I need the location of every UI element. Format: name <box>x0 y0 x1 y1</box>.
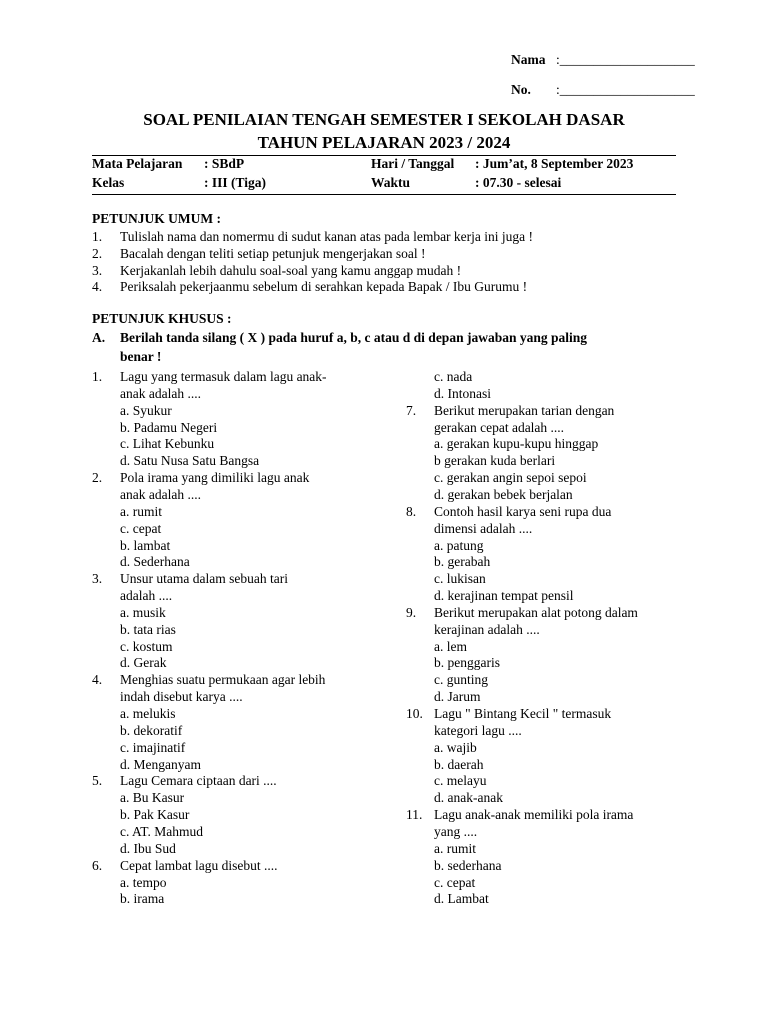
kelas-value: : III (Tiga) <box>204 175 267 190</box>
answer-option[interactable]: d. anak-anak <box>434 790 503 806</box>
section-instruction-cont: benar ! <box>120 349 162 364</box>
answer-option[interactable]: b. dekoratif <box>120 722 183 738</box>
petunjuk-khusus-heading: PETUNJUK KHUSUS : <box>92 311 232 326</box>
mapel-label: Mata Pelajaran <box>92 156 183 171</box>
answer-option[interactable]: b. Pak Kasur <box>120 807 190 823</box>
question-text: Berikut merupakan alat potong dalam <box>434 604 638 620</box>
question-text: Cepat lambat lagu disebut .... <box>120 857 278 873</box>
kelas-label: Kelas <box>92 175 125 190</box>
question-text: Menghias suatu permukaan agar lebih <box>120 672 326 688</box>
waktu-value: : 07.30 - selesai <box>475 175 562 190</box>
question-text: Unsur utama dalam sebuah tari <box>120 571 288 587</box>
question-number: 4. <box>92 672 103 688</box>
hari-label: Hari / Tanggal <box>371 156 455 171</box>
question-number: 5. <box>92 773 103 789</box>
question-text: anak adalah .... <box>120 486 201 502</box>
section-instruction: Berilah tanda silang ( X ) pada huruf a, b, c atau d di depan jawaban yang paling <box>120 330 587 345</box>
section-letter: A. <box>92 330 106 345</box>
answer-option[interactable]: d. Intonasi <box>434 385 491 401</box>
answer-option[interactable]: a. patung <box>434 537 484 553</box>
answer-option[interactable]: c. cepat <box>120 520 162 536</box>
petunjuk-umum-number: 1. <box>92 229 103 244</box>
answer-option[interactable]: d. Gerak <box>120 655 167 671</box>
answer-option[interactable]: d. Ibu Sud <box>120 840 176 856</box>
answer-option[interactable]: d. Satu Nusa Satu Bangsa <box>120 453 260 469</box>
answer-option[interactable]: a. gerakan kupu-kupu hinggap <box>434 436 599 452</box>
question-number: 1. <box>92 369 103 384</box>
question-number: 8. <box>406 503 417 519</box>
petunjuk-umum-heading: PETUNJUK UMUM : <box>92 211 221 226</box>
page-subtitle: TAHUN PELAJARAN 2023 / 2024 <box>257 133 511 152</box>
answer-option[interactable]: d. Lambat <box>434 891 489 907</box>
waktu-label: Waktu <box>371 175 411 190</box>
answer-option[interactable]: b. gerabah <box>434 554 491 570</box>
petunjuk-umum-item: Bacalah dengan teliti setiap petunjuk mengerjakan soal ! <box>120 246 426 261</box>
nama-field[interactable]: :____________________ <box>556 52 695 67</box>
answer-option[interactable]: c. imajinatif <box>120 739 186 755</box>
answer-option[interactable]: c. lukisan <box>434 571 486 587</box>
no-label: No. <box>511 82 531 97</box>
question-text: adalah .... <box>120 588 173 604</box>
answer-option[interactable]: b. irama <box>120 891 165 907</box>
answer-option[interactable]: a. wajib <box>434 739 477 755</box>
question-text: dimensi adalah .... <box>434 520 533 536</box>
answer-option[interactable]: b. Padamu Negeri <box>120 419 218 435</box>
question-text: Lagu anak-anak memiliki pola irama <box>434 807 634 823</box>
answer-option[interactable]: b. penggaris <box>434 655 500 671</box>
answer-option[interactable]: c. kostum <box>120 638 173 654</box>
question-text: kerajinan adalah .... <box>434 621 540 637</box>
petunjuk-umum-number: 2. <box>92 246 103 261</box>
hari-value: : Jum’at, 8 September 2023 <box>475 156 634 171</box>
question-number: 10. <box>406 706 423 721</box>
answer-option[interactable]: a. Syukur <box>120 402 172 418</box>
answer-option[interactable]: c. Lihat Kebunku <box>120 436 215 452</box>
answer-option[interactable]: a. musik <box>120 604 166 620</box>
answer-option[interactable]: c. AT. Mahmud <box>120 823 203 839</box>
question-text: Lagu yang termasuk dalam lagu anak- <box>120 369 327 384</box>
answer-option[interactable]: d. kerajinan tempat pensil <box>434 588 574 604</box>
answer-option[interactable]: d. Sederhana <box>120 554 190 570</box>
answer-option[interactable]: d. Menganyam <box>120 756 201 772</box>
no-field[interactable]: :____________________ <box>556 82 695 97</box>
question-number: 6. <box>92 857 103 873</box>
question-text: Berikut merupakan tarian dengan <box>434 402 615 418</box>
petunjuk-umum-item: Periksalah pekerjaanmu sebelum di serahkan kepada Bapak / Ibu Gurumu ! <box>120 279 528 294</box>
petunjuk-umum-number: 4. <box>92 279 103 294</box>
divider-bottom <box>92 194 676 195</box>
answer-option[interactable]: d. Jarum <box>434 689 481 705</box>
answer-option[interactable]: a. Bu Kasur <box>120 790 185 806</box>
question-number: 11. <box>406 807 423 823</box>
answer-option[interactable]: a. rumit <box>434 840 476 856</box>
answer-option[interactable]: c. nada <box>434 369 473 384</box>
question-text: kategori lagu .... <box>434 722 522 738</box>
answer-option[interactable]: c. gerakan angin sepoi sepoi <box>434 470 587 486</box>
question-text: Lagu Cemara ciptaan dari .... <box>120 773 277 789</box>
answer-option[interactable]: b. lambat <box>120 537 171 553</box>
answer-option[interactable]: a. melukis <box>120 706 176 721</box>
answer-option[interactable]: c. cepat <box>434 874 476 890</box>
answer-option[interactable]: a. tempo <box>120 874 167 890</box>
question-text: Contoh hasil karya seni rupa dua <box>434 503 612 519</box>
answer-option[interactable]: b gerakan kuda berlari <box>434 453 556 469</box>
question-number: 7. <box>406 402 417 418</box>
answer-option[interactable]: c. melayu <box>434 773 487 789</box>
mapel-value: : SBdP <box>204 156 245 171</box>
page-title: SOAL PENILAIAN TENGAH SEMESTER I SEKOLAH DASAR <box>143 110 625 129</box>
petunjuk-umum-number: 3. <box>92 263 103 278</box>
answer-option[interactable]: d. gerakan bebek berjalan <box>434 486 573 502</box>
answer-option[interactable]: a. rumit <box>120 503 162 519</box>
question-number: 2. <box>92 470 103 486</box>
petunjuk-umum-item: Tulislah nama dan nomermu di sudut kanan atas pada lembar kerja ini juga ! <box>120 229 534 244</box>
question-text: Lagu " Bintang Kecil " termasuk <box>434 706 612 721</box>
question-number: 9. <box>406 604 417 620</box>
answer-option[interactable]: b. tata rias <box>120 621 176 637</box>
question-text: gerakan cepat adalah .... <box>434 419 565 435</box>
answer-option[interactable]: a. lem <box>434 638 467 654</box>
petunjuk-umum-item: Kerjakanlah lebih dahulu soal-soal yang kamu anggap mudah ! <box>120 263 462 278</box>
question-text: Pola irama yang dimiliki lagu anak <box>120 470 310 486</box>
answer-option[interactable]: b. daerah <box>434 756 484 772</box>
question-text: yang .... <box>434 823 478 839</box>
question-text: indah disebut karya .... <box>120 689 243 705</box>
answer-option[interactable]: b. sederhana <box>434 857 502 873</box>
nama-label: Nama <box>511 52 546 67</box>
question-number: 3. <box>92 571 103 587</box>
question-text: anak adalah .... <box>120 385 201 401</box>
answer-option[interactable]: c. gunting <box>434 672 488 688</box>
